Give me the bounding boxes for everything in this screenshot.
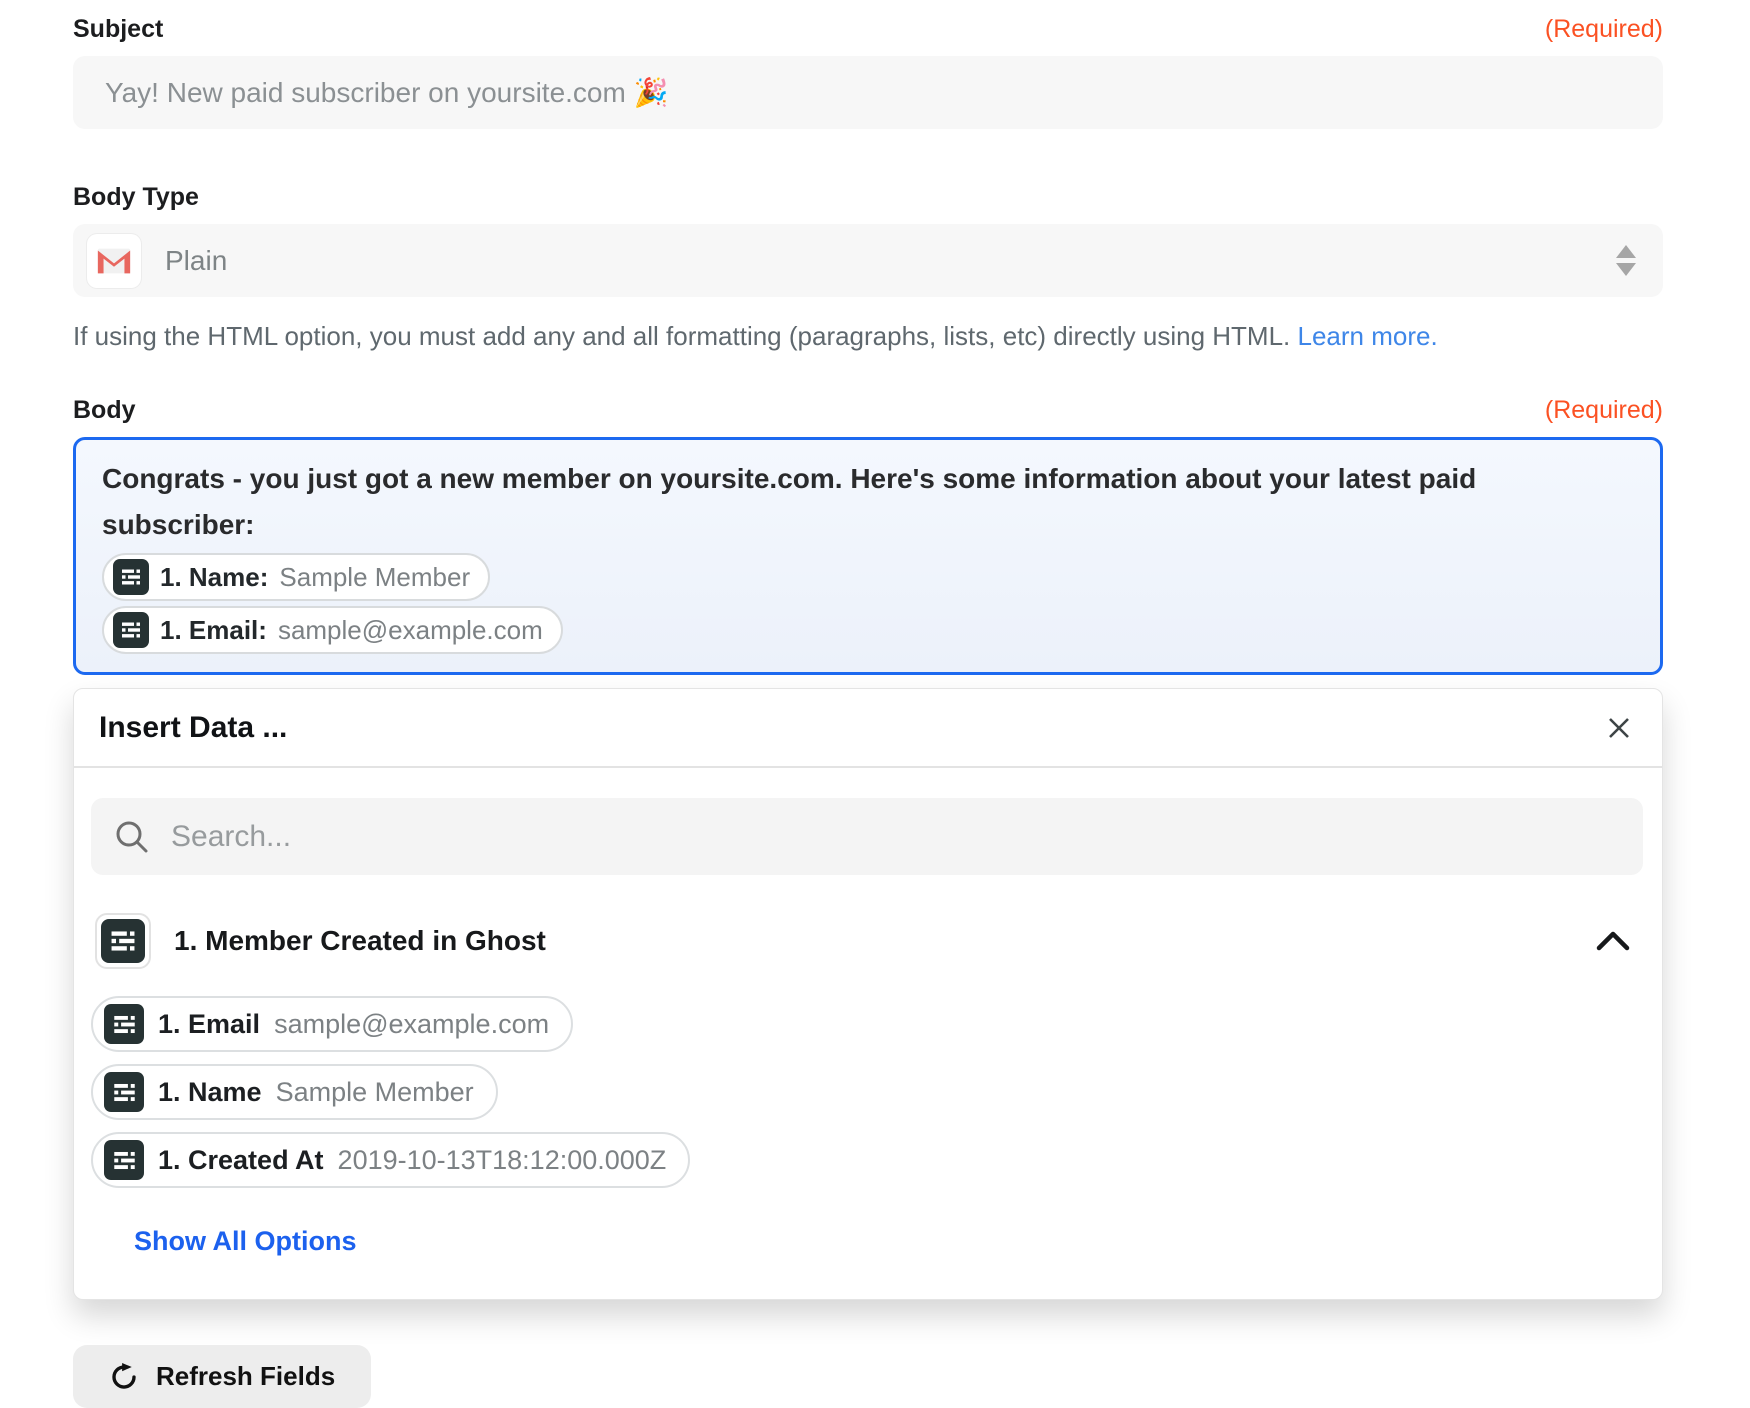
body-token-email[interactable] (102, 606, 563, 654)
subject-label: Subject (73, 15, 164, 43)
field-option-row (91, 996, 1662, 1064)
subject-input[interactable] (73, 56, 1663, 129)
data-field-icon (113, 559, 149, 595)
token-label: 1. Name: (160, 561, 269, 592)
select-arrows-icon (1615, 245, 1637, 276)
gmail-action-form (73, 0, 1663, 1408)
refresh-fields-button[interactable] (73, 1345, 371, 1408)
help-text-static: If using the HTML option, you must add any and all formatting (paragraphs, lists, etc) directly using HTML. (73, 321, 1298, 351)
gmail-icon (87, 234, 141, 288)
search-input[interactable] (171, 820, 1621, 854)
body-token-row (102, 548, 1634, 601)
subject-label-row (73, 15, 1663, 44)
chevron-up-icon[interactable] (1594, 929, 1632, 953)
token-value: sample@example.com (277, 614, 543, 645)
body-editor[interactable] (73, 437, 1663, 675)
body-type-select[interactable] (73, 224, 1663, 297)
field-option-label: 1. Name (158, 1076, 262, 1107)
field-option-created-at[interactable] (91, 1132, 690, 1188)
subject-required-badge: (Required) (1544, 15, 1663, 43)
search-bar (91, 798, 1643, 875)
body-type-selected-value: Plain (165, 244, 228, 276)
body-type-help-text (73, 321, 1663, 352)
show-all-options-link[interactable]: Show All Options (134, 1226, 357, 1256)
body-required-badge: (Required) (1544, 396, 1663, 424)
data-field-icon (104, 1072, 144, 1112)
trigger-group-header[interactable] (74, 913, 1662, 969)
field-option-value: sample@example.com (274, 1008, 550, 1039)
field-option-value: Sample Member (275, 1076, 474, 1107)
insert-data-header (74, 689, 1662, 768)
token-label: 1. Email: (160, 614, 267, 645)
body-text: Congrats - you just got a new member on yoursite.com. Here's some information about your latest paid subscriber: (102, 463, 1477, 540)
refresh-fields-label: Refresh Fields (156, 1361, 336, 1391)
field-option-row (91, 1064, 1662, 1132)
refresh-icon (109, 1362, 139, 1392)
search-icon (113, 818, 151, 856)
trigger-app-icon-frame (95, 913, 151, 969)
body-label: Body (73, 396, 136, 424)
body-token-row (102, 601, 1634, 654)
data-field-icon (113, 612, 149, 648)
learn-more-link[interactable]: Learn more. (1297, 321, 1438, 351)
data-field-icon (104, 1140, 144, 1180)
field-option-label: 1. Email (158, 1008, 261, 1039)
field-options-list (91, 996, 1662, 1200)
close-icon[interactable] (1604, 713, 1634, 743)
field-option-row (91, 1132, 1662, 1200)
data-field-icon (104, 1004, 144, 1044)
field-option-name[interactable] (91, 1064, 498, 1120)
field-option-value: 2019-10-13T18:12:00.000Z (337, 1144, 667, 1175)
field-option-email[interactable] (91, 996, 573, 1052)
data-field-icon (101, 919, 145, 963)
insert-data-title: Insert Data ... (99, 710, 288, 744)
body-token-name[interactable] (102, 553, 490, 601)
trigger-group-title: 1. Member Created in Ghost (174, 925, 546, 956)
insert-data-panel (73, 688, 1663, 1300)
token-value: Sample Member (279, 561, 471, 592)
body-type-label: Body Type (73, 183, 199, 211)
body-label-row (73, 396, 1663, 425)
body-type-label-row (73, 183, 1663, 212)
field-option-label: 1. Created At (158, 1144, 324, 1175)
